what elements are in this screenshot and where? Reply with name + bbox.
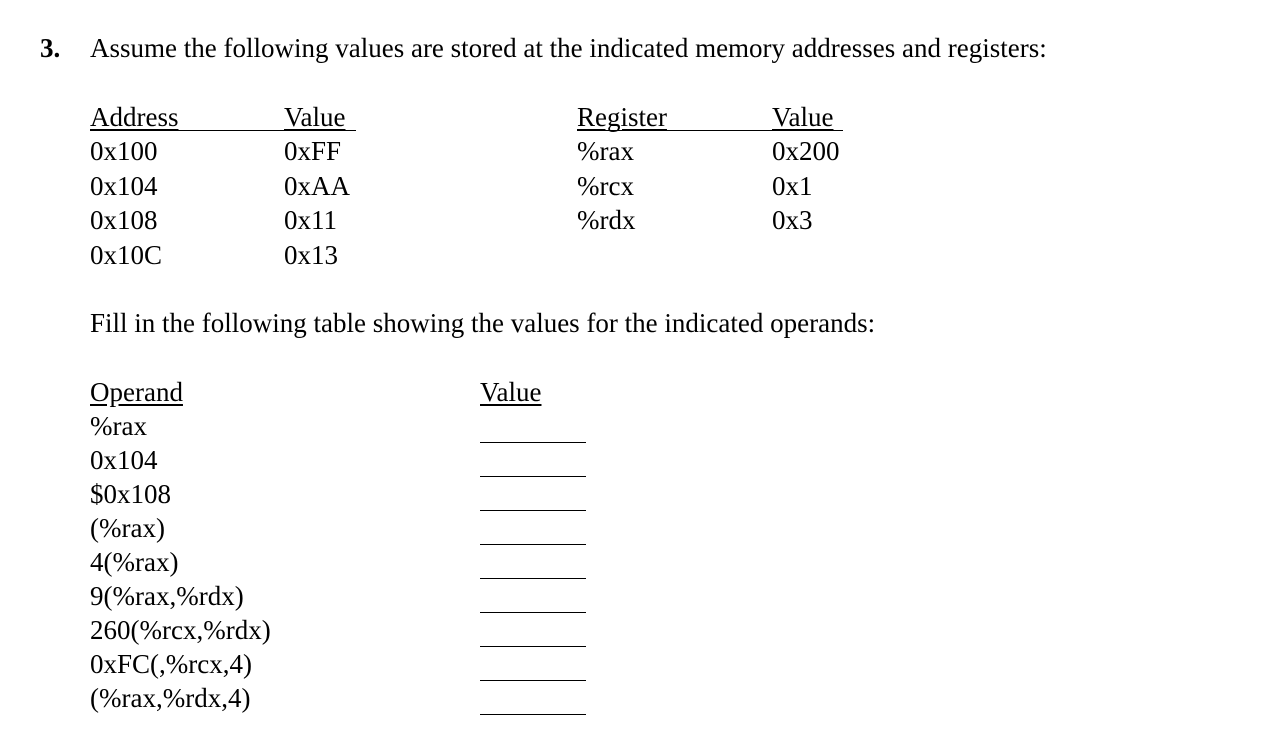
operand-cell: (%rax,%rdx,4) xyxy=(90,683,251,713)
fill-in-instruction: Fill in the following table showing the values for the indicated operands: xyxy=(90,308,876,338)
answer-blank[interactable] xyxy=(480,545,586,579)
memory-value-column xyxy=(284,100,350,272)
register-value-cell: 0x200 xyxy=(772,136,840,166)
register-column xyxy=(577,100,667,238)
operand-cell: 0x104 xyxy=(90,445,158,475)
register-header: Register xyxy=(577,102,667,132)
operand-column xyxy=(90,375,271,715)
answer-column xyxy=(480,375,586,715)
operand-cell: (%rax) xyxy=(90,513,165,543)
question-text: Assume the following values are stored at the indicated memory addresses and registers: xyxy=(90,33,1047,63)
address-cell: 0x104 xyxy=(90,170,158,201)
register-value-cell: 0x1 xyxy=(772,170,813,201)
answer-blank[interactable] xyxy=(480,477,586,511)
question-number: 3. xyxy=(40,33,61,63)
register-cell: %rcx xyxy=(577,170,634,201)
answer-blank[interactable] xyxy=(480,443,586,477)
answer-blank[interactable] xyxy=(480,511,586,545)
address-cell: 0x10C xyxy=(90,239,163,270)
operand-table xyxy=(90,375,610,725)
answer-blank[interactable] xyxy=(480,409,586,443)
memory-value-cell: 0xFF xyxy=(284,136,342,166)
answer-blank[interactable] xyxy=(480,681,586,715)
memory-value-cell: 0x11 xyxy=(284,205,337,235)
register-value-column xyxy=(772,100,840,238)
register-cell: %rdx xyxy=(577,205,636,235)
answer-blank[interactable] xyxy=(480,647,586,681)
address-column xyxy=(90,100,179,272)
register-cell: %rax xyxy=(577,136,634,166)
address-cell: 0x108 xyxy=(90,205,158,235)
operand-cell: $0x108 xyxy=(90,479,171,509)
register-value-cell: 0x3 xyxy=(772,205,813,235)
operand-header: Operand xyxy=(90,377,183,407)
memory-value-header: Value xyxy=(284,102,346,132)
operand-cell: %rax xyxy=(90,411,147,441)
operand-cell: 260(%rcx,%rdx) xyxy=(90,615,271,645)
memory-register-table xyxy=(90,100,850,275)
memory-value-cell: 0x13 xyxy=(284,239,338,270)
answer-blank[interactable] xyxy=(480,579,586,613)
address-cell: 0x100 xyxy=(90,136,158,166)
memory-value-cell: 0xAA xyxy=(284,170,350,201)
operand-cell: 0xFC(,%rcx,4) xyxy=(90,649,252,679)
address-header: Address xyxy=(90,102,179,132)
operand-cell: 9(%rax,%rdx) xyxy=(90,581,244,611)
operand-cell: 4(%rax) xyxy=(90,547,179,577)
register-value-header: Value xyxy=(772,102,834,132)
answer-value-header: Value xyxy=(480,377,542,407)
answer-blank[interactable] xyxy=(480,613,586,647)
